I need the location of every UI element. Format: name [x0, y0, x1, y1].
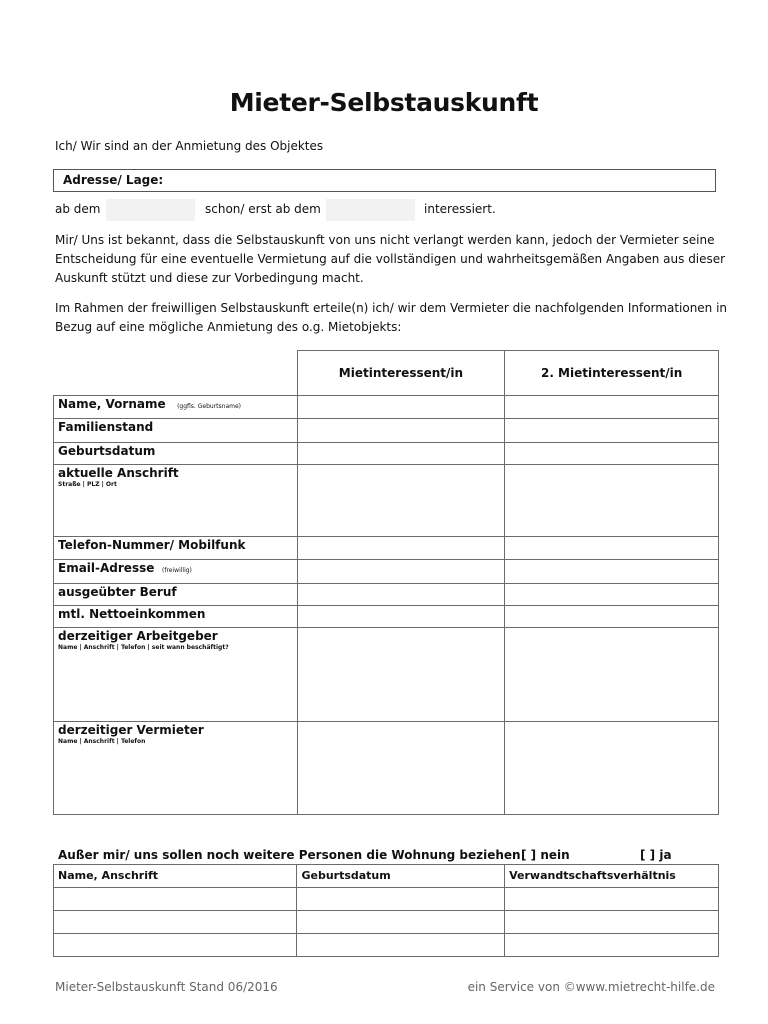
table-row — [54, 628, 719, 722]
others-cell[interactable] — [297, 911, 505, 934]
telefon-cell-2[interactable] — [505, 537, 719, 560]
arbeitgeber-label: derzeitiger Arbeitgeber — [58, 629, 218, 643]
arbeitgeber-hint: Name | Anschrift | Telefon | seit wann beschäftigt? — [58, 644, 229, 651]
email-hint: (freiwillig) — [162, 567, 192, 574]
name-cell-1[interactable] — [297, 396, 505, 419]
others-cell[interactable] — [54, 911, 297, 934]
email-label: Email-Adresse — [58, 561, 155, 575]
row-label-name — [54, 396, 298, 419]
others-cell[interactable] — [54, 888, 297, 911]
row-label-beruf — [54, 584, 298, 606]
table-row — [54, 888, 719, 911]
anschrift-cell-1[interactable] — [297, 465, 505, 537]
name-label: Name, Vorname — [58, 397, 166, 411]
row-label-telefon — [54, 537, 298, 560]
interessiert-label: interessiert. — [424, 202, 496, 216]
telefon-cell-1[interactable] — [297, 537, 505, 560]
row-label-anschrift — [54, 465, 298, 537]
disclaimer-paragraph — [55, 231, 735, 288]
beruf-cell-2[interactable] — [505, 584, 719, 606]
disclaimer-line: Entscheidung für eine eventuelle Vermietung auf die vollständigen und wahrheitsgemäßen Angaben aus dieser — [55, 252, 726, 266]
telefon-label: Telefon-Nummer/ Mobilfunk — [58, 538, 246, 552]
disclaimer-line: Auskunft stützt und diese zur Vorbedingung macht. — [55, 271, 364, 285]
table-row — [54, 560, 719, 584]
name-cell-2[interactable] — [505, 396, 719, 419]
info-paragraph — [55, 299, 735, 337]
table-row — [54, 396, 719, 419]
nein-checkbox[interactable]: [ ] nein — [521, 848, 570, 862]
row-label-vermieter — [54, 722, 298, 815]
others-question: Außer mir/ uns sollen noch weitere Personen die Wohnung beziehen — [58, 848, 521, 862]
einkommen-cell-2[interactable] — [505, 606, 719, 628]
row-label-email — [54, 560, 298, 584]
vermieter-hint: Name | Anschrift | Telefon — [58, 738, 146, 745]
others-cell[interactable] — [505, 888, 719, 911]
footer-left: Mieter-Selbstauskunft Stand 06/2016 — [55, 980, 278, 994]
beruf-cell-1[interactable] — [297, 584, 505, 606]
info-line: Bezug auf eine mögliche Anmietung des o.g. Mietobjekts: — [55, 320, 402, 334]
row-label-arbeitgeber — [54, 628, 298, 722]
geburtsdatum-cell-2[interactable] — [505, 443, 719, 465]
vermieter-cell-1[interactable] — [297, 722, 505, 815]
ja-checkbox[interactable]: [ ] ja — [640, 848, 672, 862]
others-table — [53, 864, 719, 957]
applicant-table — [53, 350, 719, 815]
familienstand-cell-1[interactable] — [297, 419, 505, 443]
empty-header-cell — [54, 351, 298, 396]
others-header-row — [54, 865, 719, 888]
einkommen-label: mtl. Nettoeinkommen — [58, 607, 206, 621]
header-applicant-2: 2. Mietinteressent/in — [505, 351, 719, 396]
others-cell[interactable] — [297, 888, 505, 911]
address-field[interactable] — [53, 169, 716, 192]
table-row — [54, 419, 719, 443]
geburtsdatum-label: Geburtsdatum — [58, 444, 156, 458]
later-date-field[interactable] — [326, 199, 415, 221]
arbeitgeber-cell-2[interactable] — [505, 628, 719, 722]
footer-right: ein Service von ©www.mietrecht-hilfe.de — [467, 980, 715, 994]
anschrift-label: aktuelle Anschrift — [58, 466, 179, 480]
others-cell[interactable] — [505, 911, 719, 934]
table-row — [54, 537, 719, 560]
start-date-field[interactable] — [106, 199, 195, 221]
ab-dem-label: ab dem — [55, 202, 101, 216]
disclaimer-line: Mir/ Uns ist bekannt, dass die Selbstauskunft von uns nicht verlangt werden kann, jedoch der Vermieter seine — [55, 233, 715, 247]
schon-label: schon/ erst ab dem — [205, 202, 321, 216]
others-header-birthdate: Geburtsdatum — [297, 865, 505, 888]
email-cell-2[interactable] — [505, 560, 719, 584]
row-label-familienstand — [54, 419, 298, 443]
einkommen-cell-1[interactable] — [297, 606, 505, 628]
row-label-einkommen — [54, 606, 298, 628]
table-row — [54, 584, 719, 606]
email-cell-1[interactable] — [297, 560, 505, 584]
geburtsdatum-cell-1[interactable] — [297, 443, 505, 465]
familienstand-cell-2[interactable] — [505, 419, 719, 443]
info-line: Im Rahmen der freiwilligen Selbstauskunft erteile(n) ich/ wir dem Vermieter die nachfolgenden Informationen in — [55, 301, 728, 315]
beruf-label: ausgeübter Beruf — [58, 585, 177, 599]
vermieter-label: derzeitiger Vermieter — [58, 723, 204, 737]
row-label-geburtsdatum — [54, 443, 298, 465]
name-hint: (ggfls. Geburtsname) — [177, 403, 241, 410]
vermieter-cell-2[interactable] — [505, 722, 719, 815]
table-row — [54, 606, 719, 628]
arbeitgeber-cell-1[interactable] — [297, 628, 505, 722]
others-cell[interactable] — [54, 934, 297, 957]
others-header-name: Name, Anschrift — [54, 865, 297, 888]
address-label: Adresse/ Lage: — [63, 173, 164, 187]
intro-text: Ich/ Wir sind an der Anmietung des Objektes — [55, 139, 324, 153]
anschrift-cell-2[interactable] — [505, 465, 719, 537]
table-row — [54, 443, 719, 465]
familienstand-label: Familienstand — [58, 420, 154, 434]
table-row — [54, 934, 719, 957]
table-row — [54, 911, 719, 934]
table-row — [54, 465, 719, 537]
header-applicant-1: Mietinteressent/in — [297, 351, 505, 396]
table-row — [54, 722, 719, 815]
page-title: Mieter-Selbstauskunft — [229, 88, 539, 117]
anschrift-hint: Straße | PLZ | Ort — [58, 481, 117, 488]
table-header-row — [54, 351, 719, 396]
others-cell[interactable] — [505, 934, 719, 957]
others-header-relation: Verwandtschaftsverhältnis — [505, 865, 719, 888]
others-cell[interactable] — [297, 934, 505, 957]
